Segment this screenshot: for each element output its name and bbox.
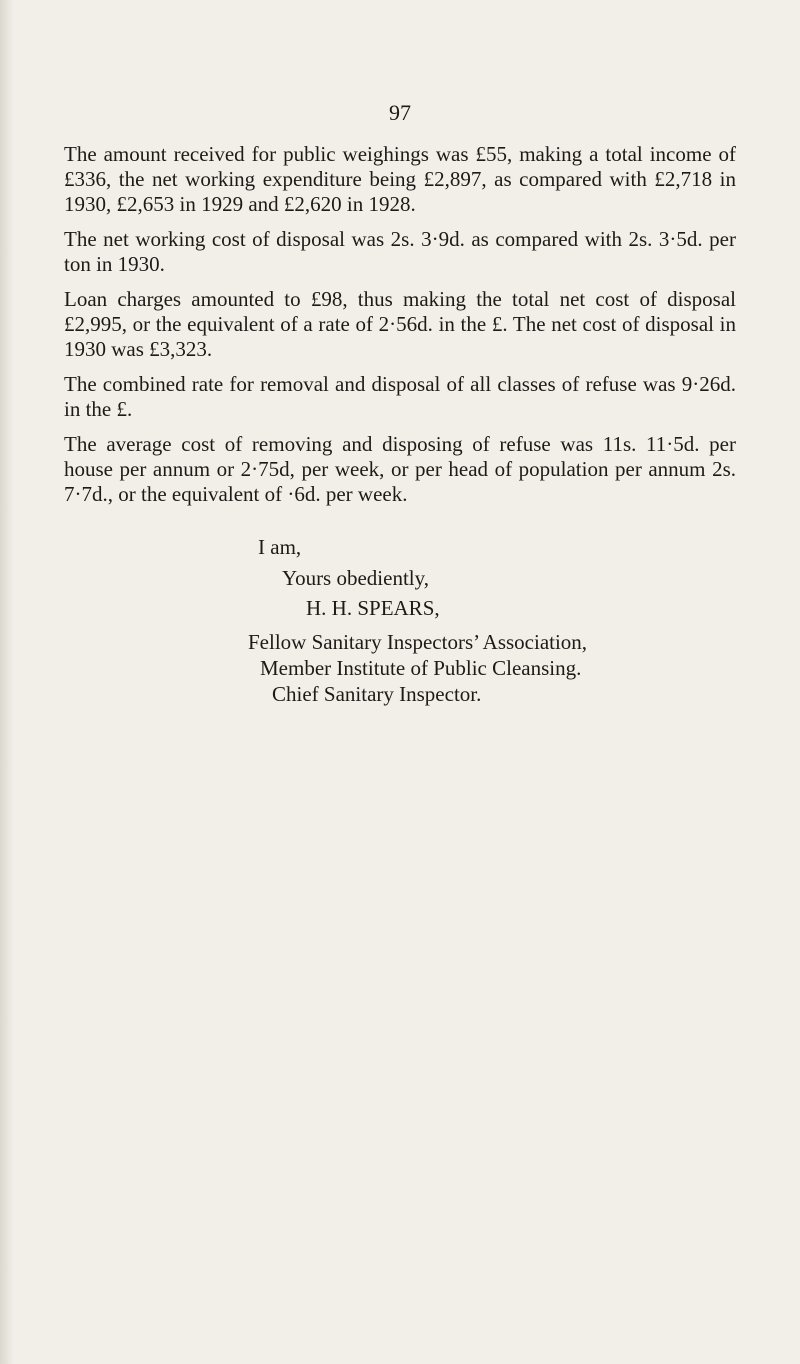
closing-salutation: I am,: [258, 535, 302, 559]
page-number: 97: [389, 100, 411, 125]
signatory-title-fellow: Fellow Sanitary Inspectors’ Association,: [248, 630, 588, 654]
signatory-title-chief: Chief Sanitary Inspector.: [272, 682, 482, 706]
signatory-name: H. H. SPEARS,: [306, 596, 440, 620]
paragraph-public-weighings: The amount received for public weighings was £55, making a total income of £336, the net working expenditure being £2,897, as compared with £2,718 in 1930, £2,653 in 1929 and £2,620 in 1928.: [64, 142, 736, 216]
paragraph-average-cost: The average cost of removing and disposing of refuse was 11s. 11·5d. per house per annum or 2·75d, per week, or per head of population per annum 2s. 7·7d., or the equivalent of ·6d. per week.: [64, 432, 736, 506]
paragraph-combined-rate: The combined rate for removal and disposal of all classes of refuse was 9·26d. in the £.: [64, 372, 736, 421]
closing-valediction: Yours obediently,: [282, 566, 430, 590]
signatory-title-member: Member Institute of Public Cleansing.: [260, 656, 582, 680]
paragraph-working-cost: The net working cost of disposal was 2s. 3·9d. as compared with 2s. 3·5d. per ton in 1930.: [64, 227, 736, 276]
paragraph-loan-charges: Loan charges amounted to £98, thus making the total net cost of disposal £2,995, or the equivalent of a rate of 2·56d. in the £. The net cost of disposal in 1930 was £3,323.: [64, 287, 736, 361]
